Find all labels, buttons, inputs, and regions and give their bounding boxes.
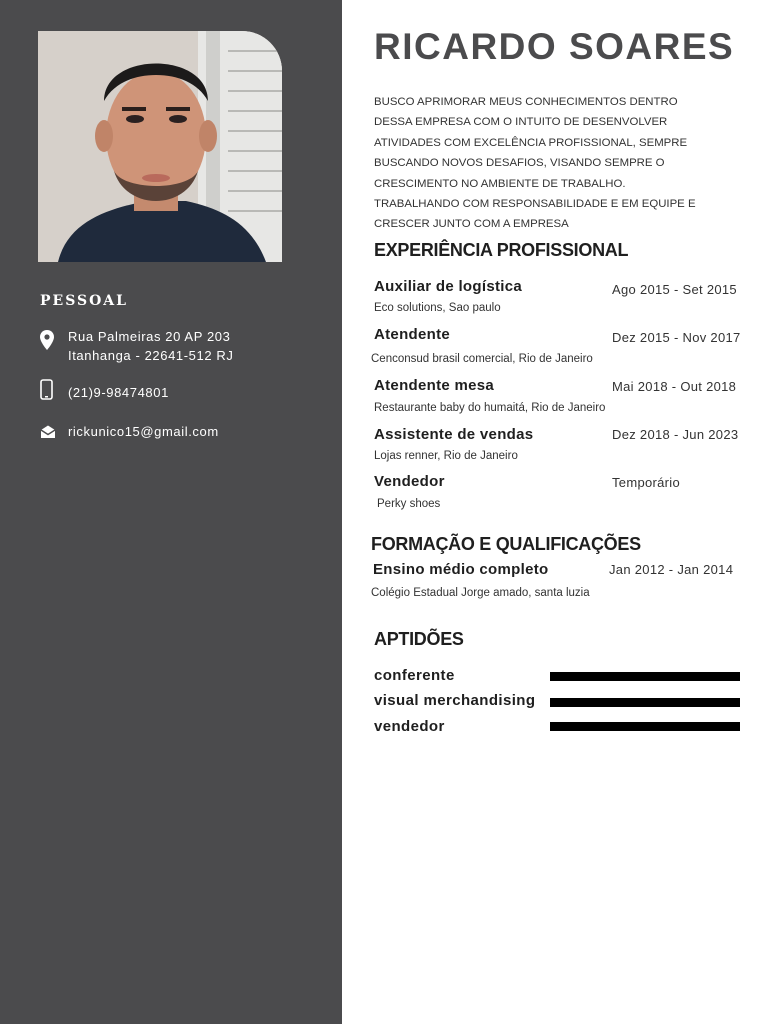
job-dates: Mai 2018 - Out 2018 — [612, 379, 737, 394]
email-address: rickunico15@gmail.com — [68, 424, 219, 439]
location-pin-icon — [40, 330, 56, 350]
job-company: Restaurante baby do humaitá, Rio de Janeiro — [374, 402, 606, 414]
summary-line: CRESCIMENTO NO AMBIENTE DE TRABALHO. — [374, 177, 626, 190]
job-title: Assistente de vendas — [374, 426, 534, 443]
address-line-1: Rua Palmeiras 20 AP 203 — [68, 329, 231, 344]
education-school: Colégio Estadual Jorge amado, santa luzia — [371, 587, 590, 599]
job-dates: Dez 2015 - Nov 2017 — [612, 330, 741, 345]
skill-bar — [550, 698, 740, 707]
email-contact — [40, 422, 320, 442]
education-title: Ensino médio completo — [373, 561, 549, 578]
education-dates: Jan 2012 - Jan 2014 — [609, 562, 734, 577]
job-company: Eco solutions, Sao paulo — [374, 302, 501, 314]
job-title: Auxiliar de logística — [374, 278, 523, 295]
envelope-icon — [40, 425, 56, 445]
skill-bar — [550, 672, 740, 681]
job-title: Vendedor — [374, 473, 445, 490]
job-dates: Dez 2018 - Jun 2023 — [612, 427, 739, 442]
job-title: Atendente mesa — [374, 377, 495, 394]
personal-heading: PESSOAL — [40, 293, 129, 309]
person-name: RICARDO SOARES — [374, 26, 735, 67]
job-company: Perky shoes — [377, 498, 441, 510]
skill-label: visual merchandising — [374, 692, 536, 709]
skill-label: conferente — [374, 667, 455, 684]
summary-line: ATIVIDADES COM EXCELÊNCIA PROFISSIONAL, SEMPRE — [374, 136, 688, 149]
skill-bar — [550, 722, 740, 731]
job-dates: Temporário — [612, 475, 681, 490]
skills-heading: APTIDÕES — [374, 629, 464, 649]
phone-contact — [40, 383, 320, 403]
job-company: Lojas renner, Rio de Janeiro — [374, 450, 518, 462]
summary-line: TRABALHANDO COM RESPONSABILIDADE E EM EQUIPE E — [374, 198, 696, 211]
job-dates: Ago 2015 - Set 2015 — [612, 282, 737, 297]
summary-line: BUSCANDO NOVOS DESAFIOS, VISANDO SEMPRE O — [374, 157, 665, 170]
sidebar — [0, 0, 342, 1024]
summary-line: DESSA EMPRESA COM O INTUITO DE DESENVOLVER — [374, 116, 668, 129]
profile-summary — [374, 92, 734, 235]
address-line-2: Itanhanga - 22641-512 RJ — [68, 348, 234, 363]
profile-photo — [38, 31, 282, 262]
address-contact — [40, 327, 320, 367]
experience-heading: EXPERIÊNCIA PROFISSIONAL — [374, 240, 629, 260]
mobile-phone-icon — [40, 379, 56, 399]
job-company: Cenconsud brasil comercial, Rio de Janeiro — [371, 353, 593, 365]
summary-line: CRESCER JUNTO COM A EMPRESA — [374, 218, 569, 231]
summary-line: BUSCO APRIMORAR MEUS CONHECIMENTOS DENTRO — [374, 96, 678, 108]
phone-number: (21)9-98474801 — [68, 385, 169, 400]
education-heading: FORMAÇÃO E QUALIFICAÇÕES — [371, 534, 641, 554]
job-title: Atendente — [374, 326, 451, 343]
skill-label: vendedor — [374, 718, 445, 735]
